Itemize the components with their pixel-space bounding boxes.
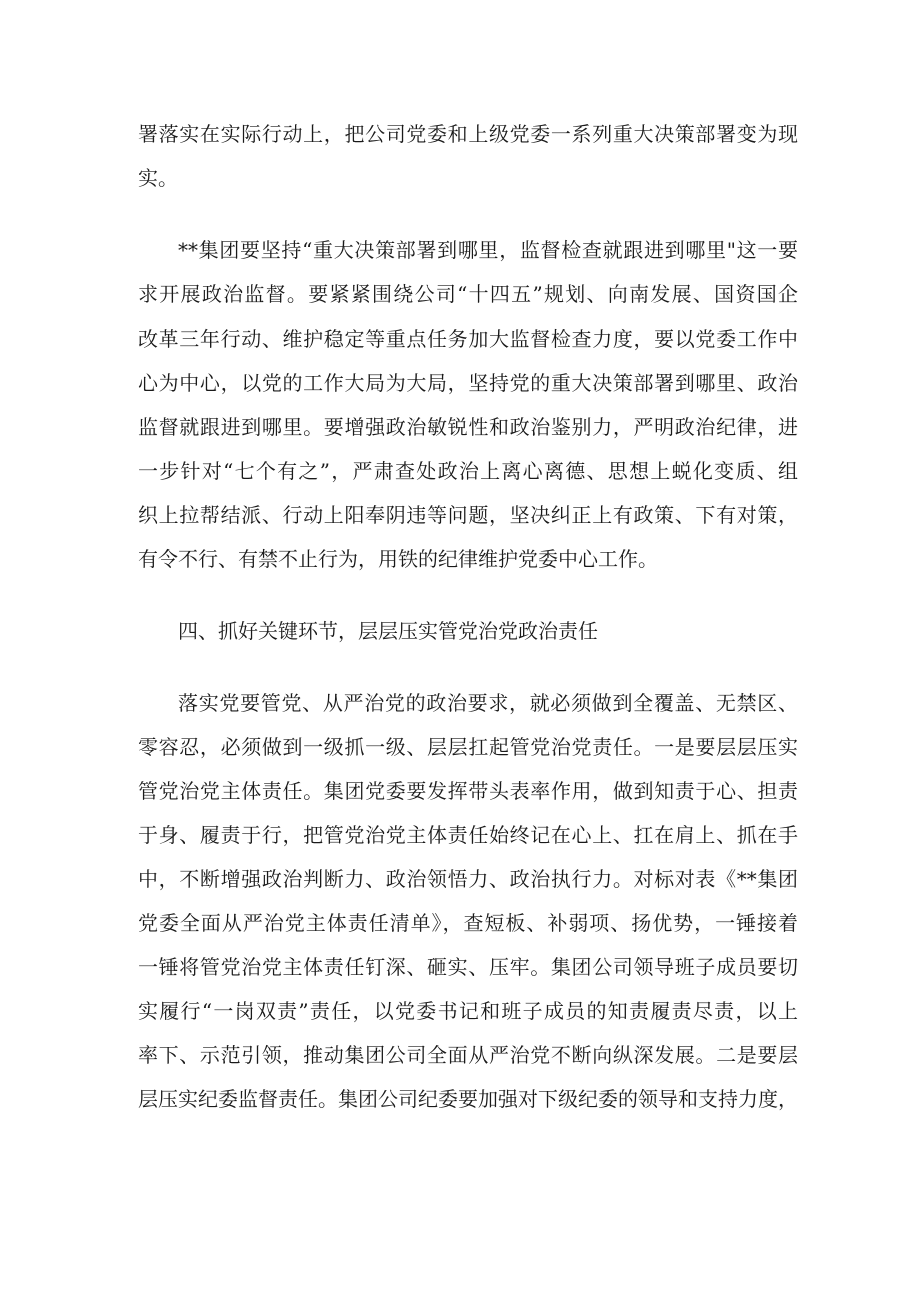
paragraph-4-line-3: 管党治党主体责任。集团党委要发挥带头表率作用，做到知责于心、担责	[138, 779, 798, 803]
paragraph-2-line-3: 改革三年行动、维护稳定等重点任务加大监督检查力度，要以党委工作中	[138, 327, 798, 351]
paragraph-4-line-1: 落实党要管党、从严治党的政治要求，就必须做到全覆盖、无禁区、	[178, 691, 798, 715]
paragraph-4-line-5: 中，不断增强政治判断力、政治领悟力、政治执行力。对标对表《**集团	[138, 867, 798, 891]
paragraph-2-line-7: 织上拉帮结派、行动上阳奉阴违等问题，坚决纠正上有政策、下有对策，	[138, 503, 798, 527]
paragraph-4-line-4: 于身、履责于行，把管党治党主体责任始终记在心上、扛在肩上、抓在手	[138, 823, 798, 847]
paragraph-4-line-7: 一锤将管党治党主体责任钉深、砸实、压牢。集团公司领导班子成员要切	[138, 955, 798, 979]
paragraph-1-line-1: 署落实在实际行动上，把公司党委和上级党委一系列重大决策部署变为现	[138, 122, 798, 146]
paragraph-2-line-4: 心为中心，以党的工作大局为大局，坚持党的重大决策部署到哪里、政治	[138, 371, 798, 395]
paragraph-2-line-5: 监督就跟进到哪里。要增强政治敏锐性和政治鉴别力，严明政治纪律，进	[138, 415, 798, 439]
section-heading-4: 四、抓好关键环节，层层压实管党治党政治责任	[178, 619, 598, 643]
paragraph-2-line-8: 有令不行、有禁不止行为，用铁的纪律维护党委中心工作。	[138, 547, 658, 571]
paragraph-4-line-8: 实履行“一岗双责”责任，以党委书记和班子成员的知责履责尽责，以上	[138, 999, 798, 1023]
paragraph-2-line-6: 一步针对“七个有之”，严肃查处政治上离心离德、思想上蜕化变质、组	[138, 459, 798, 483]
paragraph-2-line-1: **集团要坚持“重大决策部署到哪里，监督检查就跟进到哪里"这一要	[178, 238, 798, 262]
paragraph-4-line-2: 零容忍，必须做到一级抓一级、层层扛起管党治党责任。一是要层层压实	[138, 735, 798, 759]
paragraph-4-line-9: 率下、示范引领，推动集团公司全面从严治党不断向纵深发展。二是要层	[138, 1043, 798, 1067]
paragraph-4-line-10: 层压实纪委监督责任。集团公司纪委要加强对下级纪委的领导和支持力度，	[138, 1087, 798, 1111]
paragraph-1-line-2: 实。	[138, 166, 178, 190]
paragraph-4-line-6: 党委全面从严治党主体责任清单》，查短板、补弱项、扬优势，一锤接着	[138, 911, 798, 935]
paragraph-2-line-2: 求开展政治监督。要紧紧围绕公司“十四五”规划、向南发展、国资国企	[138, 282, 798, 306]
